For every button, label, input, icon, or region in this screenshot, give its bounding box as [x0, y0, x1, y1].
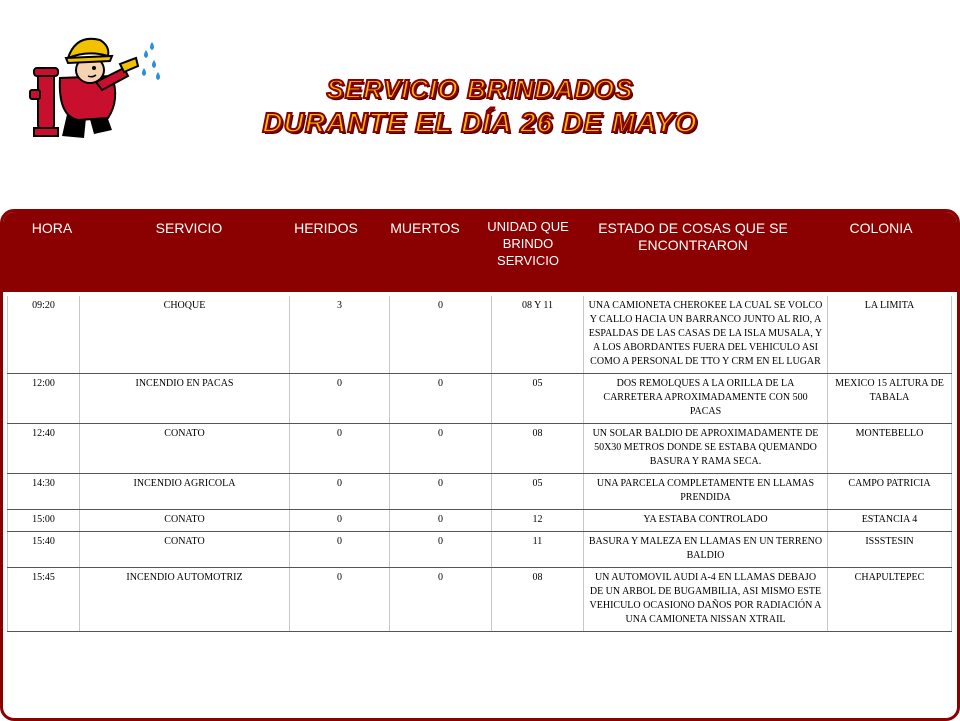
- cell-colonia: MEXICO 15 ALTURA DE TABALA: [828, 374, 952, 424]
- cell-hora: 15:45: [8, 568, 80, 632]
- table-row: [8, 510, 952, 532]
- header-hora: HORA: [31, 220, 73, 236]
- cell-estado: UN SOLAR BALDIO DE APROXIMADAMENTE DE 50X30 METROS DONDE SE ESTABA QUEMANDO BASURA Y RAMA SECA.: [584, 424, 828, 474]
- cell-colonia: MONTEBELLO: [828, 424, 952, 474]
- cell-heridos: 0: [290, 568, 390, 632]
- title-line-1: SERVICIO BRINDADOS: [326, 74, 634, 104]
- cell-colonia: ISSSTESIN: [828, 532, 952, 568]
- firefighter-mascot-logo: [28, 28, 168, 146]
- cell-muertos: 0: [390, 474, 492, 510]
- cell-unidad: 05: [492, 374, 584, 424]
- cell-estado: YA ESTABA CONTROLADO: [584, 510, 828, 532]
- header-muertos: MUERTOS: [390, 220, 460, 236]
- cell-estado: DOS REMOLQUES A LA ORILLA DE LA CARRETERA APROXIMADAMENTE CON 500 PACAS: [584, 374, 828, 424]
- cell-heridos: 0: [290, 424, 390, 474]
- table-row: [8, 296, 952, 374]
- cell-estado: UN AUTOMOVIL AUDI A-4 EN LLAMAS DEBAJO DE UN ARBOL DE BUGAMBILIA, ASI MISMO ESTE VEHICULO OCASIONO DAÑOS POR RADIACIÓN A UNA CAMIONETA NISSAN XTRAIL: [584, 568, 828, 632]
- cell-hora: 15:40: [8, 532, 80, 568]
- cell-muertos: 0: [390, 510, 492, 532]
- cell-muertos: 0: [390, 532, 492, 568]
- table-body: [8, 296, 952, 632]
- header-heridos: HERIDOS: [294, 220, 358, 236]
- cell-colonia: CAMPO PATRICIA: [828, 474, 952, 510]
- cell-servicio: CONATO: [80, 510, 290, 532]
- cell-servicio: INCENDIO EN PACAS: [80, 374, 290, 424]
- table-header: [3, 212, 957, 292]
- cell-hora: 12:00: [8, 374, 80, 424]
- cell-unidad: 08: [492, 568, 584, 632]
- cell-heridos: 3: [290, 296, 390, 374]
- services-table: [7, 296, 952, 632]
- table-row: [8, 532, 952, 568]
- table-row: [8, 374, 952, 424]
- table-row: [8, 568, 952, 632]
- cell-heridos: 0: [290, 374, 390, 424]
- cell-hora: 15:00: [8, 510, 80, 532]
- cell-heridos: 0: [290, 532, 390, 568]
- cell-colonia: LA LIMITA: [828, 296, 952, 374]
- cell-servicio: INCENDIO AGRICOLA: [80, 474, 290, 510]
- cell-hora: 09:20: [8, 296, 80, 374]
- cell-unidad: 12: [492, 510, 584, 532]
- cell-servicio: CONATO: [80, 532, 290, 568]
- cell-heridos: 0: [290, 510, 390, 532]
- cell-heridos: 0: [290, 474, 390, 510]
- header-unidad: UNIDAD QUE BRINDO SERVICIO: [487, 219, 569, 268]
- cell-muertos: 0: [390, 568, 492, 632]
- cell-servicio: INCENDIO AUTOMOTRIZ: [80, 568, 290, 632]
- cell-servicio: CONATO: [80, 424, 290, 474]
- page-title: [200, 72, 760, 140]
- cell-hora: 12:40: [8, 424, 80, 474]
- cell-unidad: 08 Y 11: [492, 296, 584, 374]
- cell-unidad: 05: [492, 474, 584, 510]
- cell-estado: BASURA Y MALEZA EN LLAMAS EN UN TERRENO BALDIO: [584, 532, 828, 568]
- cell-servicio: CHOQUE: [80, 296, 290, 374]
- table-row: [8, 474, 952, 510]
- cell-muertos: 0: [390, 424, 492, 474]
- header-colonia: COLONIA: [849, 220, 913, 236]
- cell-unidad: 11: [492, 532, 584, 568]
- cell-muertos: 0: [390, 296, 492, 374]
- cell-unidad: 08: [492, 424, 584, 474]
- cell-estado: UNA PARCELA COMPLETAMENTE EN LLAMAS PRENDIDA: [584, 474, 828, 510]
- cell-colonia: ESTANCIA 4: [828, 510, 952, 532]
- cell-hora: 14:30: [8, 474, 80, 510]
- cell-muertos: 0: [390, 374, 492, 424]
- cell-colonia: CHAPULTEPEC: [828, 568, 952, 632]
- table-row: [8, 424, 952, 474]
- header-estado: ESTADO DE COSAS QUE SE ENCONTRARON: [598, 220, 788, 253]
- cell-estado: UNA CAMIONETA CHEROKEE LA CUAL SE VOLCO Y CALLO HACIA UN BARRANCO JUNTO AL RIO, A ESPALDAS DE LAS CASAS DE LA ISLA MUSALA, Y A LOS ABORDANTES FUERA DEL VEHICULO ASI COMO A PERSONAL DE TTO Y CRM EN EL LUGAR: [584, 296, 828, 374]
- header-servicio: SERVICIO: [155, 220, 223, 236]
- title-line-2: DURANTE EL DÍA 26 DE MAYO: [262, 107, 698, 138]
- services-panel: [0, 209, 960, 721]
